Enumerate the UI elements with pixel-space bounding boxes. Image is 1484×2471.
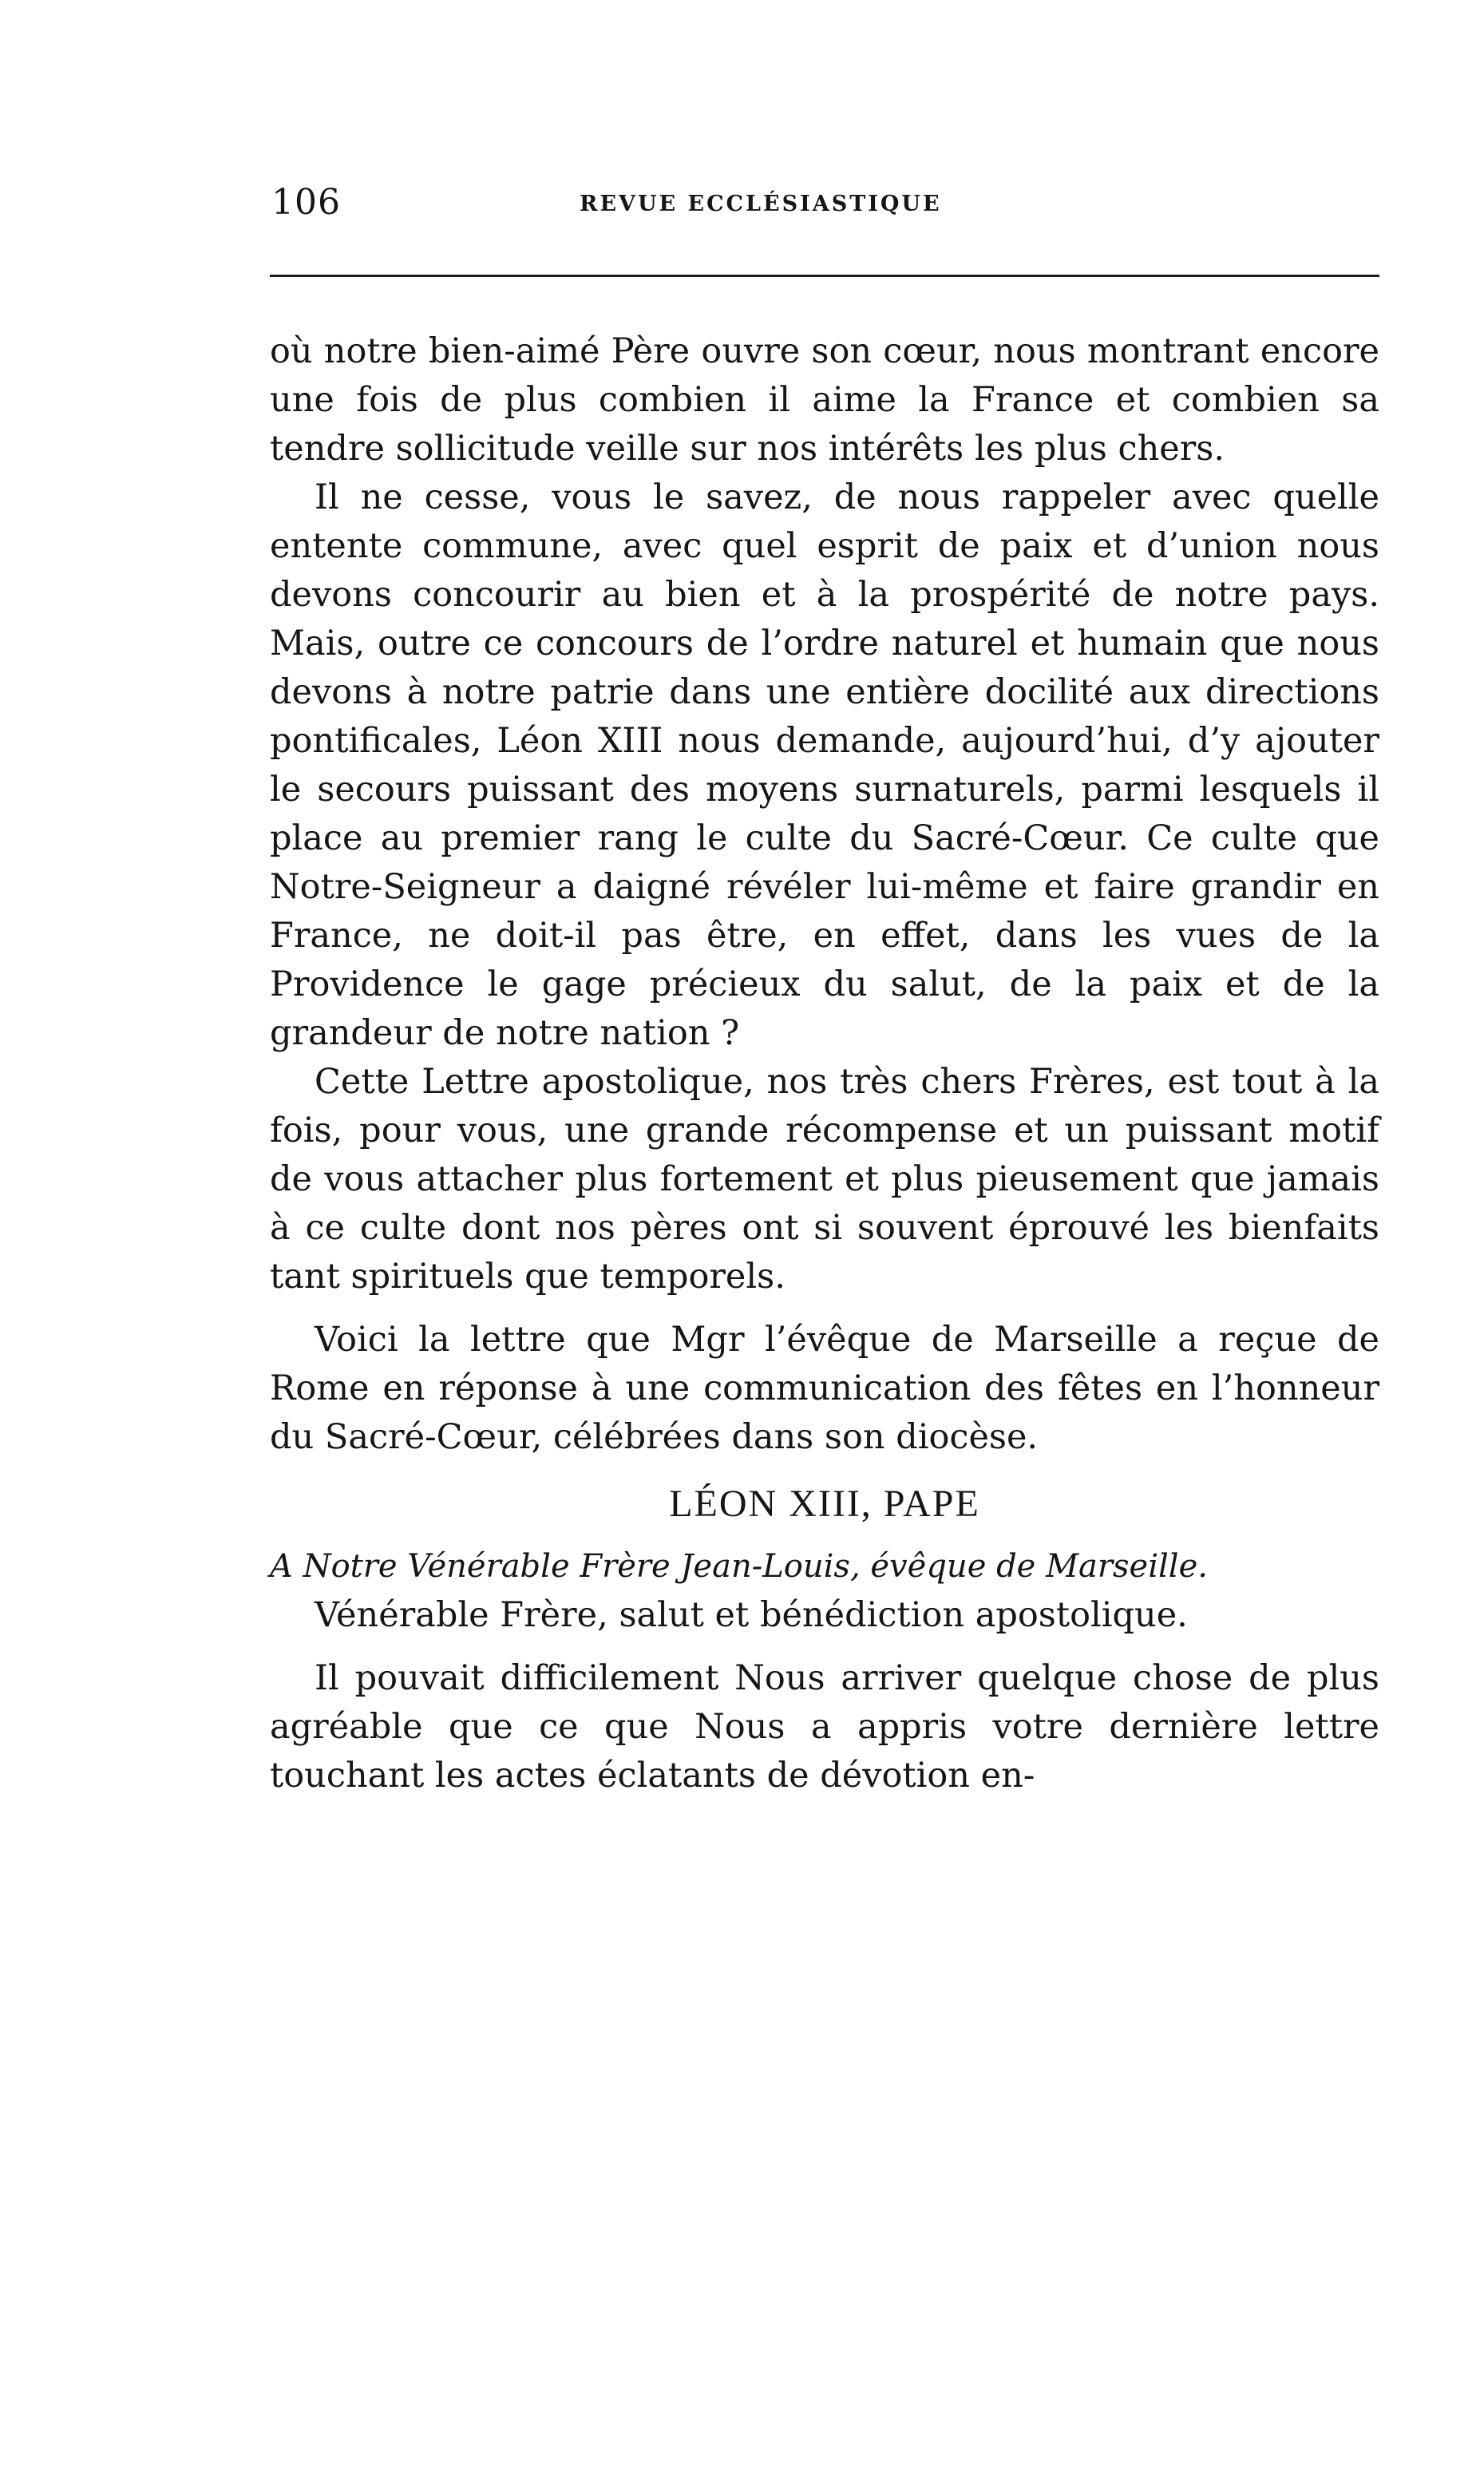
paragraph-apostolic-letter: Cette Lettre apostolique, nos très chers Frères, est tout à la fois, pour vous, une grande récompense et un puissant motif de vous attacher plus fortement et plus pieusement que jamais à ce culte dont nos pères ont si souvent éprouvé les bienfaits tant spirituels que temporels. [270, 1062, 1379, 1297]
letter-address: A Notre Vénérable Frère Jean-Louis, évêque de Marseille. [270, 1548, 1208, 1585]
running-head [270, 176, 1379, 240]
book-page [270, 176, 1379, 1796]
paragraph-continuation: où notre bien-aimé Père ouvre son cœur, nous montrant encore une fois de plus combien il aime la France et combien sa tendre sollicitude veille sur nos intérêts les plus chers. [270, 331, 1379, 469]
paragraph-marseille-letter: Voici la lettre que Mgr l’évêque de Marseille a reçue de Rome en réponse à une communication des fêtes en l’honneur du Sacré-Cœur, célébrées dans son diocèse. [270, 1320, 1379, 1457]
salutation: Vénérable Frère, salut et bénédiction apostolique. [315, 1595, 1188, 1635]
running-title: REVUE ECCLÉSIASTIQUE [580, 192, 942, 216]
page-number: 106 [271, 182, 341, 223]
paragraph-letter-body: Il pouvait difficilement Nous arriver quelque chose de plus agréable que ce que Nous a appris votre dernière lettre touchant les actes éclatants de dévotion en- [270, 1658, 1379, 1796]
header-rule [270, 275, 1379, 277]
body-text [270, 327, 1379, 1800]
papal-title: LÉON XIII, PAPE [669, 1483, 980, 1525]
paragraph-leo-xiii: Il ne cesse, vous le savez, de nous rappeler avec quelle entente commune, avec quel esprit de paix et d’union nous devons concourir au bien et à la prospérité de notre pays. Mais, outre ce concours de l’ordre naturel et humain que nous devons à notre patrie dans une entière docilité aux directions pontificales, Léon XIII nous demande, aujourd’hui, d’y ajouter le secours puissant des moyens surnaturels, parmi lesquels il place au premier rang le culte du Sacré-Cœur. Ce culte que Notre-Seigneur a daigné révéler lui-même et faire grandir en France, ne doit-il pas être, en effet, dans les vues de la Providence le gage précieux du salut, de la paix et de la grandeur de notre nation ? [270, 477, 1379, 1053]
